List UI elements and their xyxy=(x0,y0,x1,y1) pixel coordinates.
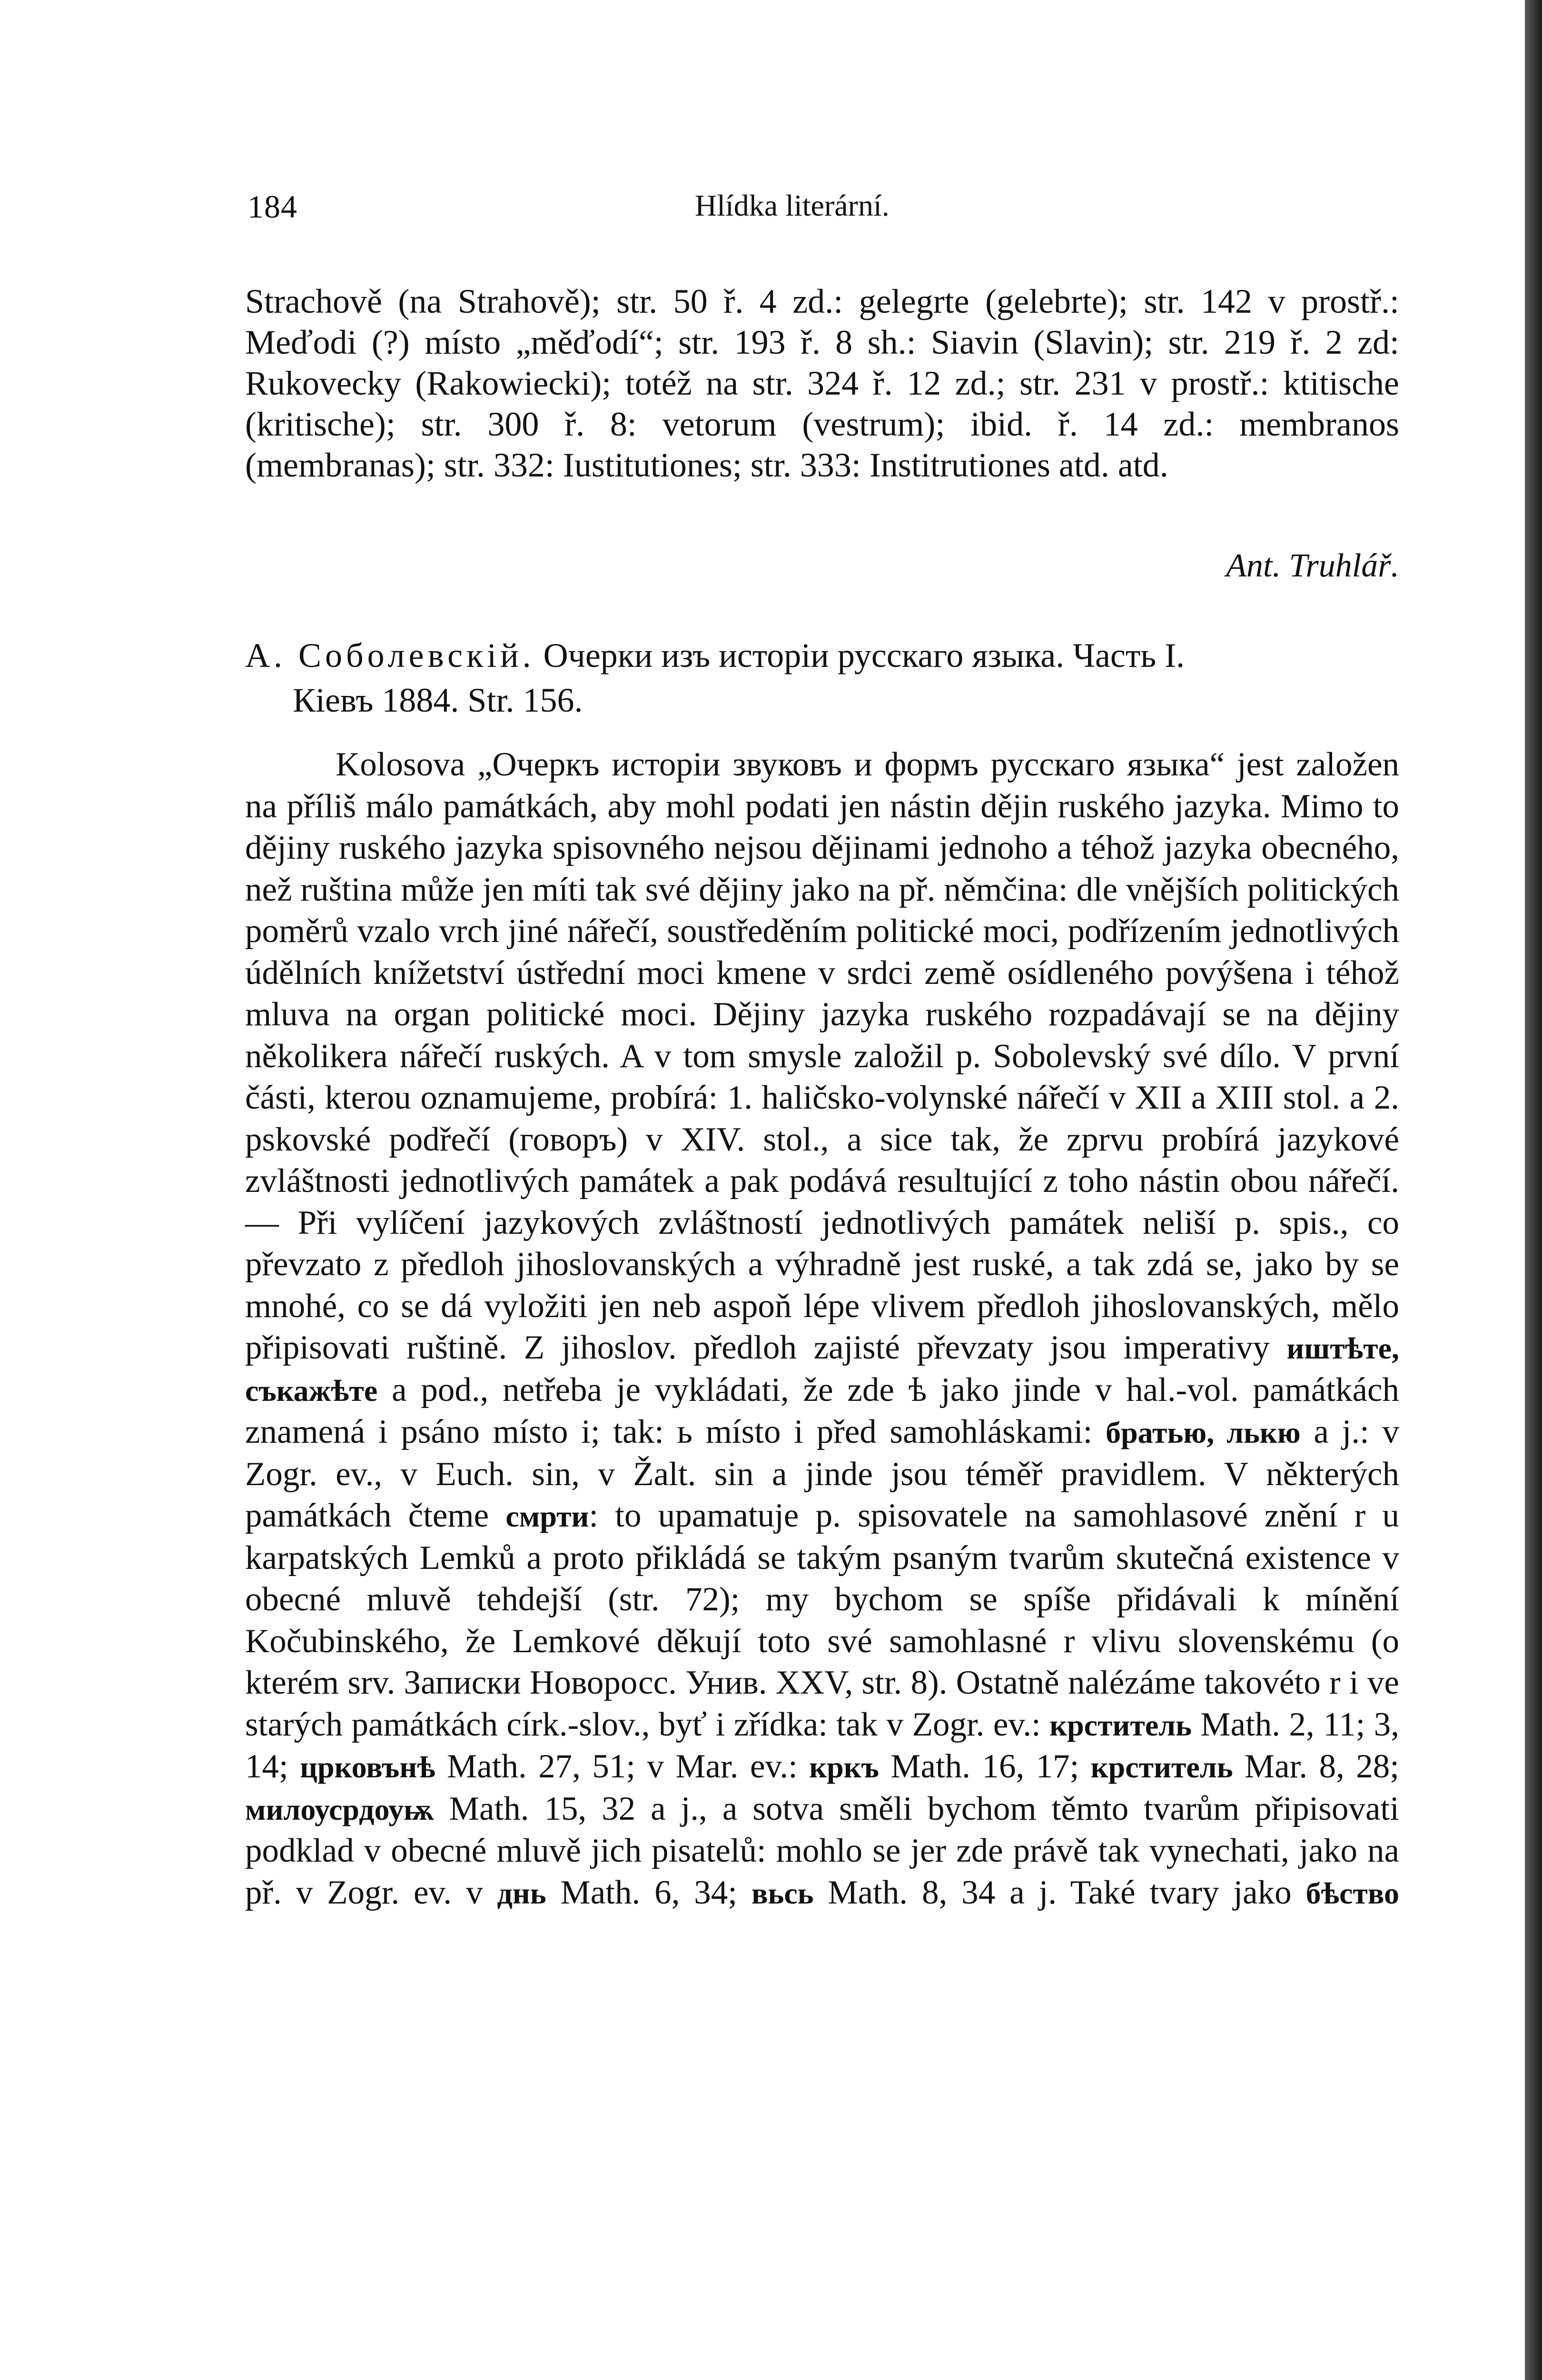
review-text-run: Mar. 8, 28; xyxy=(1233,1748,1399,1785)
review-text-run: Math. 16, 17; xyxy=(879,1748,1091,1785)
church-slavonic-form: крститель xyxy=(1090,1750,1233,1784)
church-slavonic-form: братью, лькю xyxy=(1106,1416,1301,1449)
review-body xyxy=(245,744,1399,1914)
review-text-run: Math. 6, 34; xyxy=(546,1874,751,1911)
church-slavonic-form: смрти xyxy=(505,1499,589,1533)
reviewed-title: Очерки изъ исторіи русскаго языка. Часть I. xyxy=(543,636,1185,674)
bibliographic-entry xyxy=(245,633,1399,723)
church-slavonic-form: бѣство xyxy=(1305,1876,1399,1910)
church-slavonic-form: вьсь xyxy=(751,1876,814,1910)
bib-first-line xyxy=(245,633,1399,678)
church-slavonic-form: милоусрдоуѭ xyxy=(245,1792,434,1826)
running-title: Hlídka literární. xyxy=(695,188,890,222)
church-slavonic-form: крститель xyxy=(1049,1708,1192,1742)
review-paragraph xyxy=(245,744,1399,1914)
review-text-run: : to upamatuje p. spisovatele na samohlasové znění r u karpatských Lemků a proto přikládá se takým psaným tvarům skutečná existence v obecné mluvě tehdejší (str. 72); my bychom se spíše přidávali k mínění Kočubinského, že Lemkové děkují toto své samohlasné r vlivu slovenskému (o kterém srv. Записки Новоросс. Унив. XXV, str. 8). Ostatně nalézáme takovéto r i ve starých památkách círk.-slov., byť i zřídka: tak v Zogr. ev.: xyxy=(245,1497,1400,1743)
review-text-run: a j.: v Zogr. ev., v Euch. sin, v Žalt. sin a jinde jsou téměř pravidlem. V některých památkách čteme xyxy=(245,1413,1399,1534)
page-header xyxy=(247,188,1433,231)
errata-text: Strachově (na Strahově); str. 50 ř. 4 zd.: gelegrte (gelebrte); str. 142 v prostř.: Meďodi (?) místo „měďodí“; str. 193 ř. 8 sh.: Siavin (Slavin); str. 219 ř. 2 zd: Rukovecky (Rakowiecki); totéž na str. 324 ř. 12 zd.; str. 231 v prostř.: ktitische (kritische); str. 300 ř. 8: vetorum (vestrum); ibid. ř. 14 zd.: membranos (membranas); str. 332: Iustitutiones; str. 333: Institrutiones atd. atd. xyxy=(245,282,1399,484)
errata-signature: Ant. Truhlář. xyxy=(1226,547,1399,584)
page-edge xyxy=(1525,0,1542,2380)
review-text-run: Math. 15, 32 a j., a sotva směli bychom těmto tvarům připisovati podklad v obecné mluvě jich pisatelů: mohlo se jer zde právě tak vynechati, jako na př. v Zogr. ev. v xyxy=(245,1790,1399,1911)
church-slavonic-form: црковънѣ xyxy=(300,1750,435,1784)
page-number: 184 xyxy=(247,188,297,225)
church-slavonic-form: иштѣте, съкажѣте xyxy=(245,1331,1399,1408)
review-text-run: a pod., netřeba je vykládati, že zde ѣ jako jinde v hal.-vol. památkách znamená i psáno místo i; tak: ь místo i před samohláskami: xyxy=(245,1371,1399,1450)
review-text-run: Math. 8, 34 a j. Také tvary jako xyxy=(813,1874,1306,1911)
review-text-run: Kolosova „Очеркъ исторіи звуковъ и формъ русскаго языка“ jest založen na příliš málo památkách, aby mohl podati jen nástin dějin ruského jazyka. Mimo to dějiny ruského jazyka spisovného nejsou dějinami jednoho a téhož jazyka obecného, než ruština může jen míti tak své dějiny jako na př. němčina: dle vnějších politických poměrů vzalo vrch jiné nářečí, soustředěním politické moci, podřízením jednotlivých údělních knížetství ústřední moci kmene v srdci země osídleného povýšena i téhož mluva na organ politické moci. Dějiny jazyka ruského rozpadávají se na dějiny několikera nářečí ruských. A v tom smysle založil p. Sobolevský své dílo. V první části, kterou oznamujeme, probírá: 1. haličsko-volynské nářečí v XII a XIII stol. a 2. pskovské podřečí (говоръ) v XIV. stol., a sice tak, že zprvu probírá jazykové zvláštnosti jednotlivých památek a pak podává resultující z toho nástin obou nářečí. — Při vylíčení jazykových zvláštností jednotlivých památek neliší p. spis., co převzato z předloh jihoslovanských a výhradně jest ruské, a tak zdá se, jako by se mnohé, co se dá vyložiti jen neb aspoň lépe vlivem předloh jihoslovanských, mělo připisovati ruštině. Z jihoslov. předloh zajisté převzaty jsou imperativy xyxy=(245,746,1399,1366)
review-text-run: Math. 2, 11; 3, 14; xyxy=(245,1706,1399,1785)
church-slavonic-form: днь xyxy=(497,1876,546,1910)
reviewed-imprint: Кіевъ 1884. Str. 156. xyxy=(293,681,583,719)
errata-section xyxy=(245,281,1399,584)
church-slavonic-form: кркъ xyxy=(809,1750,879,1784)
reviewed-author: А. Соболевскій. xyxy=(245,636,535,674)
review-text-run: Math. 27, 51; v Mar. ev.: xyxy=(435,1748,810,1785)
